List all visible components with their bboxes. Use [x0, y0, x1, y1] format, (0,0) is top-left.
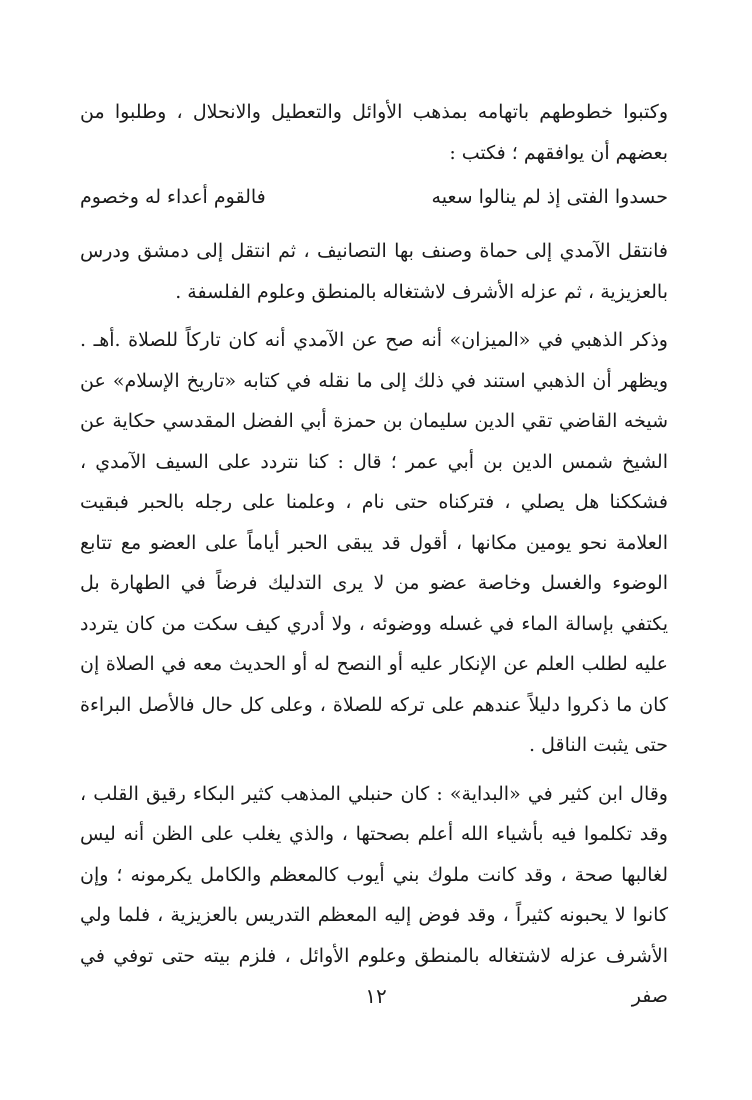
- page-number: ١٢: [365, 984, 387, 1008]
- verse-first-hemistich: حسدوا الفتى إذ لم ينالوا سعيه: [431, 186, 668, 208]
- paragraph-4: وقال ابن كثير في «البداية» : كان حنبلي المذهب كثير البكاء رقيق القلب ، وقد تكلموا فيه بأشياء الله أعلم بصحتها ، والذي يغلب على الظن أنه ليس لغالبها صحة ، وقد كانت ملوك بني أيوب كالمعظم والكامل يكرمونه ؛ وإن كانوا لا يحبونه كثيراً ، وقد فوض إليه المعظم التدريس بالعزيزية ، فلما ولي الأشرف عزله لاشتغاله بالمنطق وعلوم الأوائل ، فلزم بيته حتى توفي في صفر: [80, 782, 668, 1007]
- verse-second-hemistich: فالقوم أعداء له وخصوم: [80, 186, 266, 208]
- paragraph-2: فانتقل الآمدي إلى حماة وصنف بها التصانيف ، ثم انتقل إلى دمشق ودرس بالعزيزية ، ثم عزله الأشرف لاشتغاله بالمنطق وعلوم الفلسفة .: [80, 240, 668, 303]
- poetry-verse: [80, 177, 668, 217]
- paragraph-1: وكتبوا خطوطهم باتهامه بمذهب الأوائل والتعطيل والانحلال ، وطلبوا من بعضهم أن يوافقهم ؛ فكتب :: [80, 101, 668, 164]
- paragraph-3: وذكر الذهبي في «الميزان» أنه صح عن الآمدي أنه كان تاركاً للصلاة .أهـ . ويظهر أن الذهبي استند في ذلك إلى ما نقله في كتابه «تاريخ الإسلام» عن شيخه القاضي تقي الدين سليمان بن حمزة أبي الفضل المقدسي حكاية عن الشيخ شمس الدين بن أبي عمر ؛ قال : كنا نتردد على السيف الآمدي ، فشككنا هل يصلي ، فتركناه حتى نام ، وعلمنا على رجله بالحبر فبقيت العلامة نحو يومين مكانها ، أقول قد يبقى الحبر أياماً على العضو مع تتابع الوضوء والغسل وخاصة عضو من لا يرى التدليك فرضاً في الطهارة بل يكتفي بإسالة الماء في غسله ووضوئه ، ولا أدري كيف سكت من كان يتردد عليه لطلب العلم عن الإنكار عليه أو النصح له أو الحديث معه في الصلاة إن كان ما ذكروا دليلاً عندهم على تركه للصلاة ، وعلى كل حال فالأصل البراءة حتى يثبت الناقل .: [80, 329, 668, 756]
